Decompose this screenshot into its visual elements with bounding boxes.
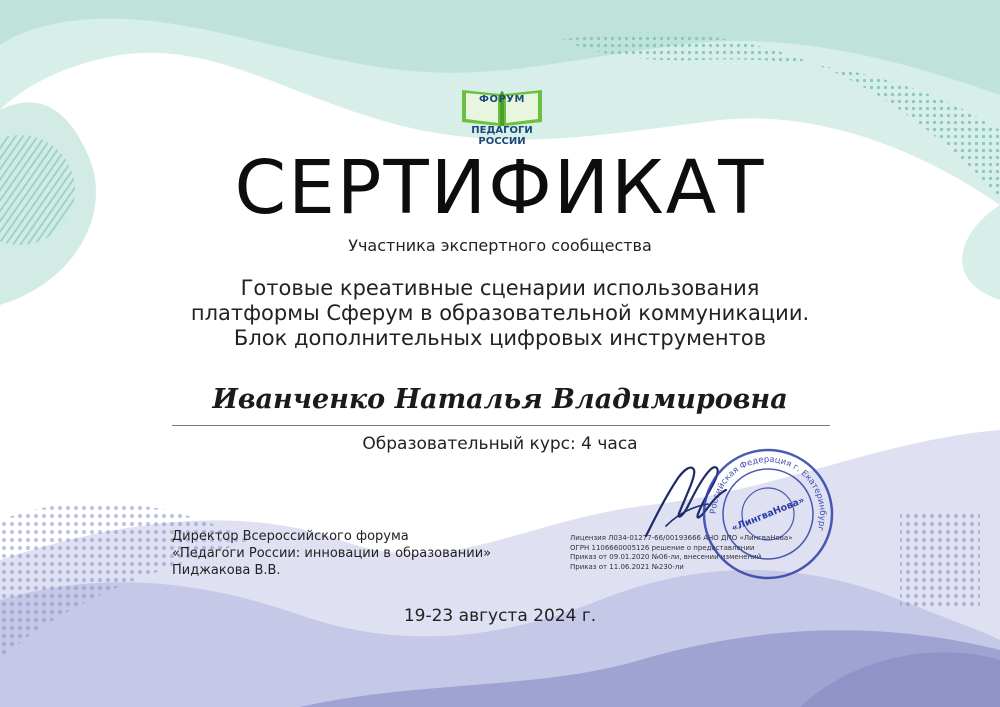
director-block [172,528,552,579]
director-line: Пиджакова В.В. [172,563,281,578]
bottom-right-dots [900,510,980,610]
recipient-name: Иванченко Наталья Владимировна [212,384,788,415]
logo-top-text: ФОРУМ [479,94,525,105]
forum-logo [452,82,552,147]
course-hours: Образовательный курс: 4 часа [362,434,638,454]
event-dates: 19-23 августа 2024 г. [403,606,597,626]
topic-line: Блок дополнительных цифровых инструментов [233,326,767,350]
license-line: Приказ от 11.06.2021 №230-ли [570,562,684,571]
stamp-center-text: «ЛингваНова» [730,494,807,535]
license-line: ОГРН 1106660005126 решение о предоставлении [570,543,755,552]
certificate-title: СЕРТИФИКАТ [234,145,766,231]
director-line: Директор Всероссийского форума [172,529,409,544]
license-line: Лицензия Л034-01277-66/00193666 АНО ДПО «ЛингваНова» [570,534,793,542]
certificate-subtitle: Участника экспертного сообщества [348,236,652,255]
organization-stamp [700,446,836,582]
logo-bottom-text: ПЕДАГОГИ РОССИИ [471,125,533,147]
topic-line: Готовые креативные сценарии использования [240,276,760,300]
event-topic [100,276,900,351]
name-underline [172,425,830,426]
topic-line: платформы Сферум в образовательной коммуникации. [190,301,810,325]
director-line: «Педагоги России: инновации в образовании» [172,546,492,561]
license-line: Приказ от 09.01.2020 №06-ли, внесении изменений [570,553,762,561]
stamp-ring-text: Российская Федерация г. Екатеринбург [708,454,828,533]
